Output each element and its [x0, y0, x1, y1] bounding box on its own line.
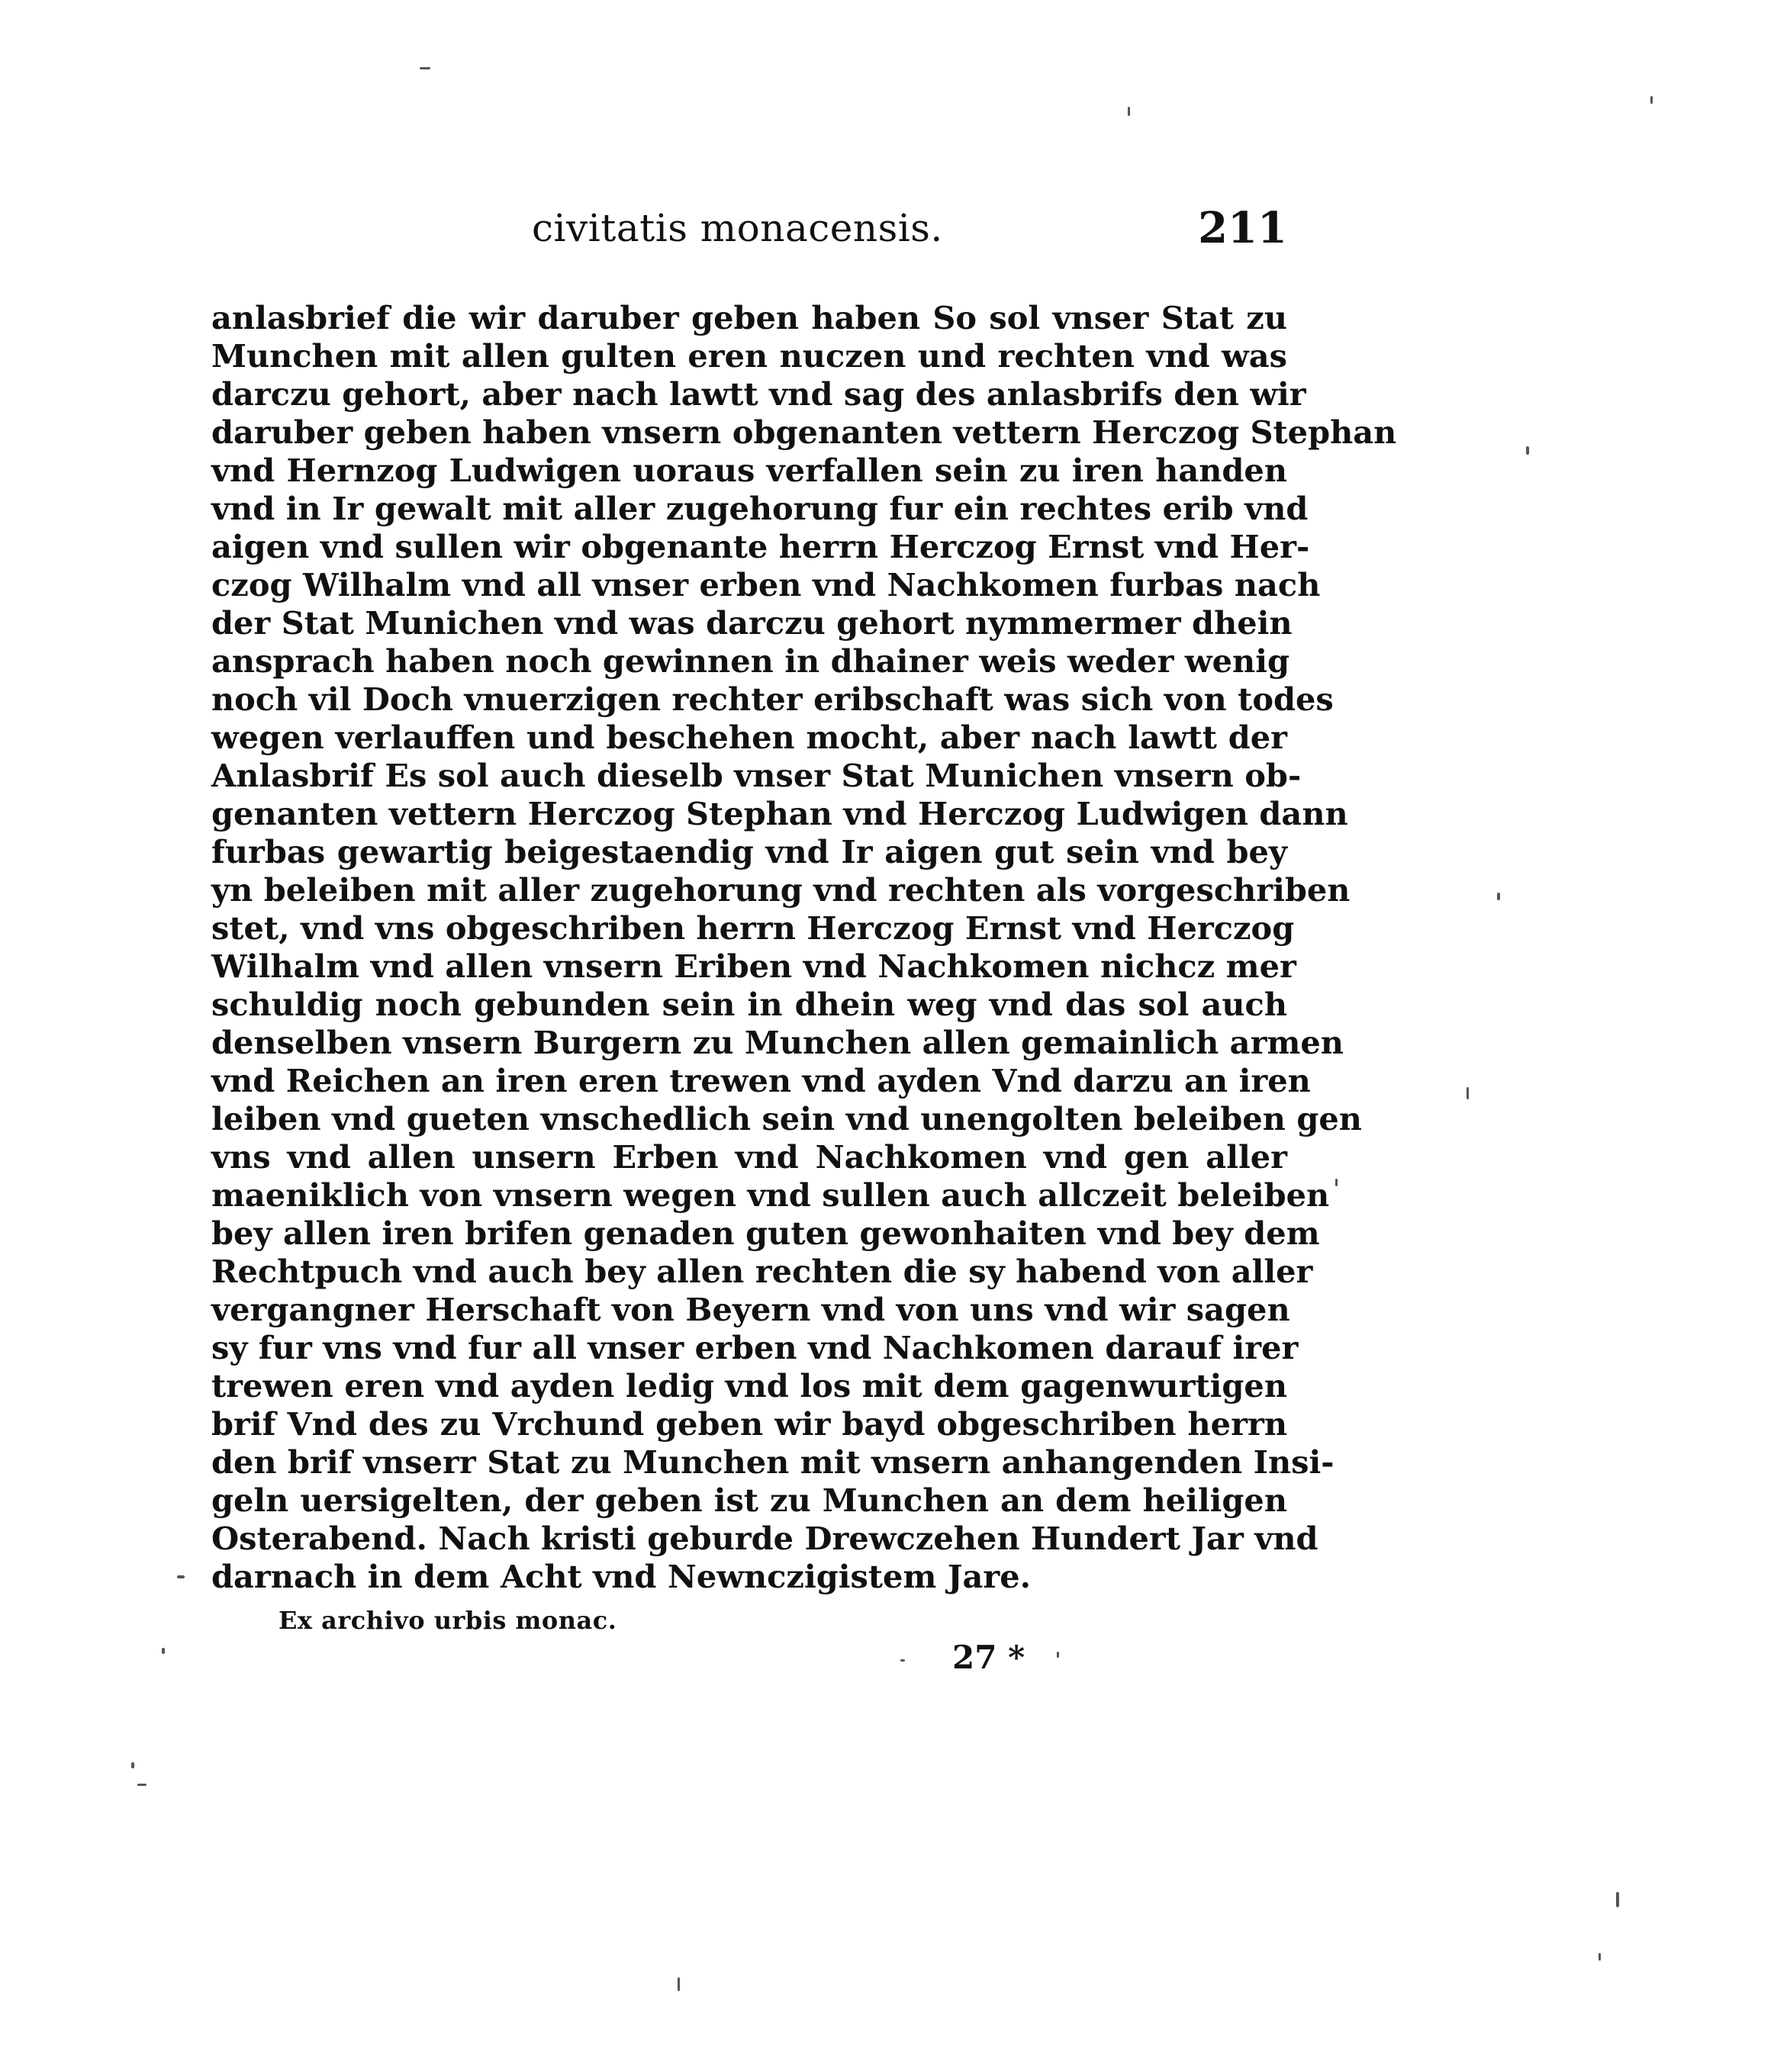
signature-mark: 27 *	[952, 1639, 1025, 1676]
text-line: Wilhalm vnd allen vnsern Eriben vnd Nachkomen nichcz mer	[211, 948, 1296, 985]
text-line: vnd in Ir gewalt mit aller zugehorung fur ein rechtes erib vnd	[211, 490, 1309, 527]
text-line: geln uersigelten, der geben ist zu Munchen an dem heiligen	[211, 1482, 1287, 1519]
text-line: der Stat Munichen vnd was darczu gehort nymmermer dhein	[211, 604, 1293, 642]
text-line: darczu gehort, aber nach lawtt vnd sag des anlasbrifs den wir	[211, 375, 1306, 413]
scan-speck	[900, 1659, 905, 1662]
text-line: Osterabend. Nach kristi geburde Drewczehen Hundert Jar vnd	[211, 1520, 1318, 1557]
scan-speck	[1616, 1892, 1619, 1907]
text-line: daruber geben haben vnsern obgenanten vettern Herczog Stephan	[211, 413, 1397, 451]
text-line: leiben vnd gueten vnschedlich sein vnd unengolten beleiben gen	[211, 1100, 1362, 1137]
scan-speck	[177, 1575, 185, 1578]
scan-speck	[420, 67, 430, 69]
running-head	[211, 203, 1287, 267]
scan-speck	[1335, 1179, 1338, 1186]
scan-speck	[1526, 446, 1529, 455]
text-line: anlasbrief die wir daruber geben haben So sol vnser Stat zu	[211, 299, 1287, 336]
source-note: Ex archivo urbis monac.	[278, 1606, 617, 1635]
text-line: den brif vnserr Stat zu Munchen mit vnsern anhangenden Insi-	[211, 1443, 1335, 1481]
text-line: vns vnd allen unsern Erben vnd Nachkomen vnd gen aller	[211, 1138, 1287, 1176]
text-line: trewen eren vnd ayden ledig vnd los mit dem gagenwurtigen	[211, 1367, 1287, 1404]
scan-speck	[1467, 1087, 1469, 1099]
text-line: wegen verlauffen und beschehen mocht, aber nach lawtt der	[211, 719, 1287, 756]
text-line: furbas gewartig beigestaendig vnd Ir aigen gut sein vnd bey	[211, 833, 1287, 870]
text-line: stet, vnd vns obgeschriben herrn Herczog Ernst vnd Herczog	[211, 909, 1295, 947]
text-line: bey allen iren brifen genaden guten gewonhaiten vnd bey dem	[211, 1215, 1320, 1252]
text-line: genanten vettern Herczog Stephan vnd Herczog Ludwigen dann	[211, 795, 1348, 832]
text-line: Rechtpuch vnd auch bey allen rechten die sy habend von aller	[211, 1253, 1313, 1290]
scan-speck	[1599, 1953, 1601, 1961]
text-line: noch vil Doch vnuerzigen rechter eribschaft was sich von todes	[211, 680, 1334, 718]
scan-speck	[1057, 1652, 1059, 1658]
page-number: 211	[1198, 203, 1287, 253]
text-line: yn beleiben mit aller zugehorung vnd rechten als vorgeschriben	[211, 871, 1351, 909]
body-text	[211, 299, 1397, 1596]
text-line: vergangner Herschaft von Beyern vnd von uns vnd wir sagen	[211, 1291, 1290, 1328]
scan-speck	[131, 1762, 134, 1768]
text-line: Munchen mit allen gulten eren nuczen und rechten vnd was	[211, 337, 1287, 375]
scan-speck	[678, 1977, 680, 1991]
running-title: civitatis monacensis.	[532, 206, 943, 250]
text-line-last: darnach in dem Acht vnd Newnczigistem Jare.	[211, 1558, 1032, 1595]
scan-speck	[1650, 96, 1653, 104]
text-line: schuldig noch gebunden sein in dhein weg vnd das sol auch	[211, 986, 1287, 1023]
text-line: Anlasbrif Es sol auch dieselb vnser Stat Munichen vnsern ob-	[211, 757, 1302, 794]
text-line: denselben vnsern Burgern zu Munchen allen gemainlich armen	[211, 1024, 1344, 1061]
text-line: ansprach haben noch gewinnen in dhainer weis weder wenig	[211, 642, 1289, 680]
text-line: vnd Reichen an iren eren trewen vnd ayden Vnd darzu an iren	[211, 1062, 1311, 1099]
scan-speck	[137, 1784, 146, 1786]
scan-speck	[1497, 893, 1500, 900]
text-line: sy fur vns vnd fur all vnser erben vnd Nachkomen darauf irer	[211, 1329, 1299, 1366]
text-line: vnd Hernzog Ludwigen uoraus verfallen sein zu iren handen	[211, 452, 1287, 489]
text-line: maeniklich von vnsern wegen vnd sullen auch allczeit beleiben	[211, 1176, 1330, 1214]
text-line: czog Wilhalm vnd all vnser erben vnd Nachkomen furbas nach	[211, 566, 1321, 603]
text-line: brif Vnd des zu Vrchund geben wir bayd obgeschriben herrn	[211, 1405, 1287, 1443]
scan-speck	[162, 1648, 165, 1654]
text-line: aigen vnd sullen wir obgenante herrn Herczog Ernst vnd Her-	[211, 528, 1310, 565]
scan-speck	[1128, 107, 1130, 116]
